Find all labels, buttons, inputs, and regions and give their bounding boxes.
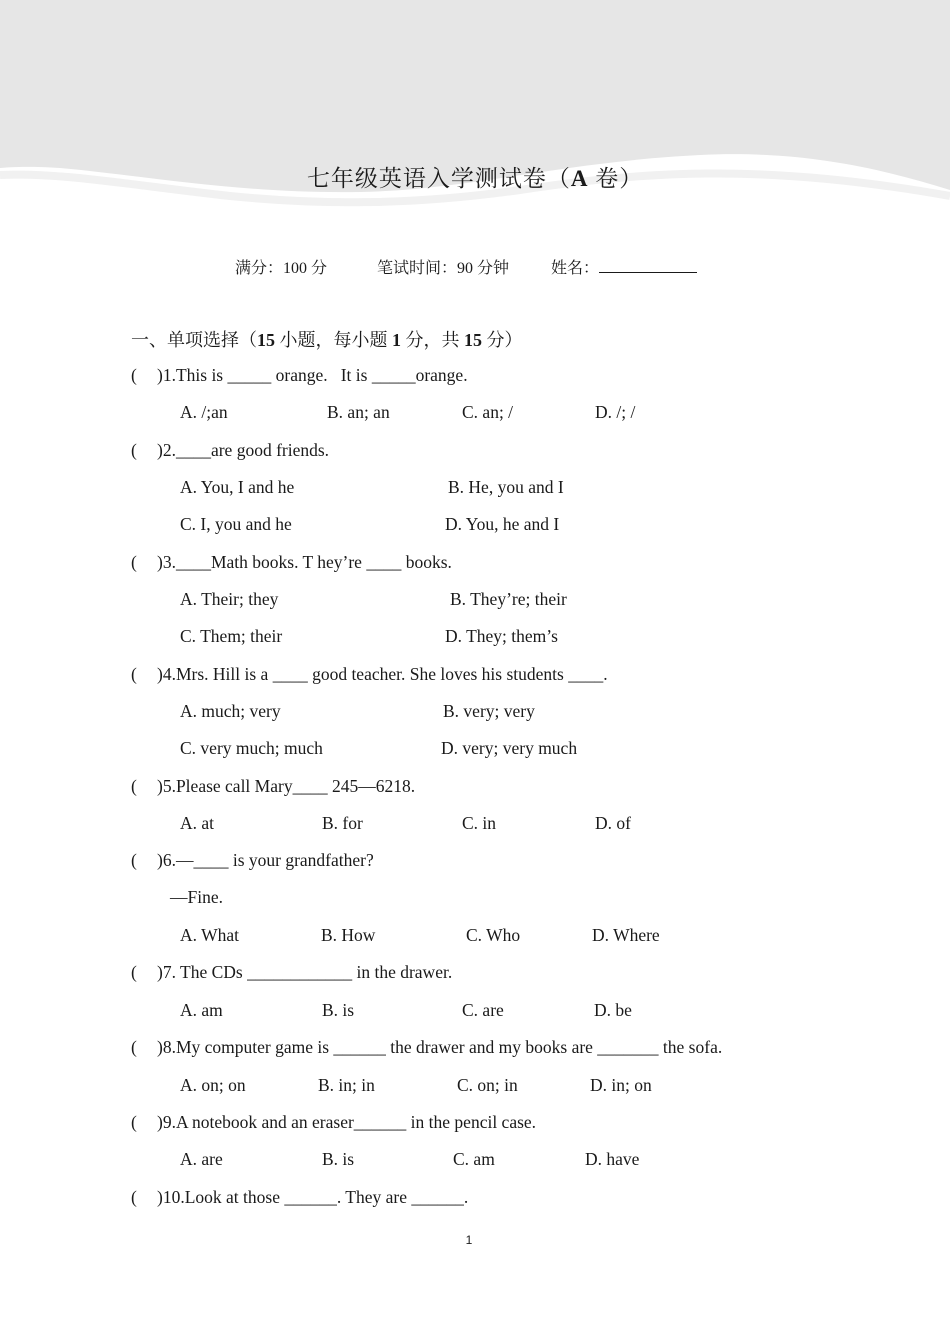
question-stem: )2.____are good friends. <box>157 440 330 460</box>
option-a[interactable]: A. are <box>180 1149 223 1169</box>
section-points: 1 <box>392 330 401 350</box>
question-stem: )6.—____ is your grandfather? <box>157 850 374 870</box>
dialogue-reply: —Fine. <box>170 887 223 907</box>
option-b[interactable]: B. is <box>322 1000 355 1020</box>
title-bold: A <box>570 166 589 191</box>
option-c[interactable]: C. are <box>462 1000 504 1020</box>
answer-bracket[interactable]: ( <box>131 776 137 796</box>
answer-bracket[interactable]: ( <box>131 664 137 684</box>
question-stem: )1.This is _____ orange. It is _____orange. <box>157 365 468 385</box>
option-d[interactable]: D. You, he and I <box>445 514 560 534</box>
option-a[interactable]: A. at <box>180 813 215 833</box>
question-stem: )4.Mrs. Hill is a ____ good teacher. She loves his students ____. <box>157 664 608 684</box>
option-c[interactable]: C. an; / <box>462 402 514 422</box>
option-c[interactable]: C. on; in <box>457 1075 518 1095</box>
page-title <box>0 160 950 193</box>
title-end: 卷） <box>588 166 644 191</box>
question-stem: )10.Look at those ______. They are ______. <box>157 1187 469 1207</box>
option-a[interactable]: A. You, I and he <box>180 477 295 497</box>
name-label: 姓名： <box>551 260 600 277</box>
option-a[interactable]: A. on; on <box>180 1075 246 1095</box>
answer-bracket[interactable]: ( <box>131 440 137 460</box>
answer-bracket[interactable]: ( <box>131 552 137 572</box>
option-d[interactable]: D. /; / <box>595 402 636 422</box>
option-d[interactable]: D. They; them’s <box>445 626 558 646</box>
option-c[interactable]: C. Them; their <box>180 626 283 646</box>
question-stem: )8.My computer game is ______ the drawer and my books are _______ the sofa. <box>157 1037 723 1057</box>
option-c[interactable]: C. am <box>453 1149 495 1169</box>
option-b[interactable]: B. He, you and I <box>448 477 564 497</box>
answer-bracket[interactable]: ( <box>131 1187 137 1207</box>
option-b[interactable]: B. very; very <box>443 701 535 721</box>
option-d[interactable]: D. very; very much <box>441 738 578 758</box>
full-score: 满分：100 分 <box>235 260 328 277</box>
option-d[interactable]: D. be <box>594 1000 632 1020</box>
question-stem: )9.A notebook and an eraser______ in the pencil case. <box>157 1112 537 1132</box>
page-number: 1 <box>465 1233 473 1247</box>
answer-bracket[interactable]: ( <box>131 1037 137 1057</box>
answer-bracket[interactable]: ( <box>131 850 137 870</box>
option-c[interactable]: C. very much; much <box>180 738 323 758</box>
option-b[interactable]: B. They’re; their <box>450 589 567 609</box>
option-c[interactable]: C. Who <box>466 925 521 945</box>
section-total: 15 <box>464 330 482 350</box>
option-c[interactable]: C. in <box>462 813 497 833</box>
option-a[interactable]: A. What <box>180 925 239 945</box>
section-suffix: 分） <box>482 330 523 350</box>
answer-bracket[interactable]: ( <box>131 1112 137 1132</box>
option-a[interactable]: A. much; very <box>180 701 281 721</box>
option-b[interactable]: B. for <box>322 813 363 833</box>
option-d[interactable]: D. Where <box>592 925 660 945</box>
option-b[interactable]: B. in; in <box>318 1075 375 1095</box>
option-d[interactable]: D. have <box>585 1149 640 1169</box>
section-heading <box>131 326 523 352</box>
answer-bracket[interactable]: ( <box>131 365 137 385</box>
answer-bracket[interactable]: ( <box>131 962 137 982</box>
section-prefix: 一、单项选择（ <box>131 330 257 350</box>
name-blank[interactable] <box>599 260 697 273</box>
option-c[interactable]: C. I, you and he <box>180 514 292 534</box>
question-stem: )3.____Math books. T hey’re ____ books. <box>157 552 452 572</box>
option-d[interactable]: D. in; on <box>590 1075 652 1095</box>
option-b[interactable]: B. How <box>321 925 376 945</box>
title-main: 七年级英语入学测试卷（ <box>306 166 571 191</box>
option-d[interactable]: D. of <box>595 813 631 833</box>
option-b[interactable]: B. an; an <box>327 402 390 422</box>
exam-info <box>235 255 697 278</box>
option-a[interactable]: A. /;an <box>180 402 228 422</box>
question-stem: )5.Please call Mary____ 245—6218. <box>157 776 416 796</box>
section-count: 15 <box>257 330 275 350</box>
section-mid2: 分，共 <box>401 330 464 350</box>
exam-time: 笔试时间：90 分钟 <box>377 260 510 277</box>
option-a[interactable]: A. Their; they <box>180 589 279 609</box>
section-mid1: 小题，每小题 <box>275 330 392 350</box>
header-wave-decoration <box>0 0 950 230</box>
option-b[interactable]: B. is <box>322 1149 355 1169</box>
question-stem: )7. The CDs ____________ in the drawer. <box>157 962 453 982</box>
option-a[interactable]: A. am <box>180 1000 223 1020</box>
